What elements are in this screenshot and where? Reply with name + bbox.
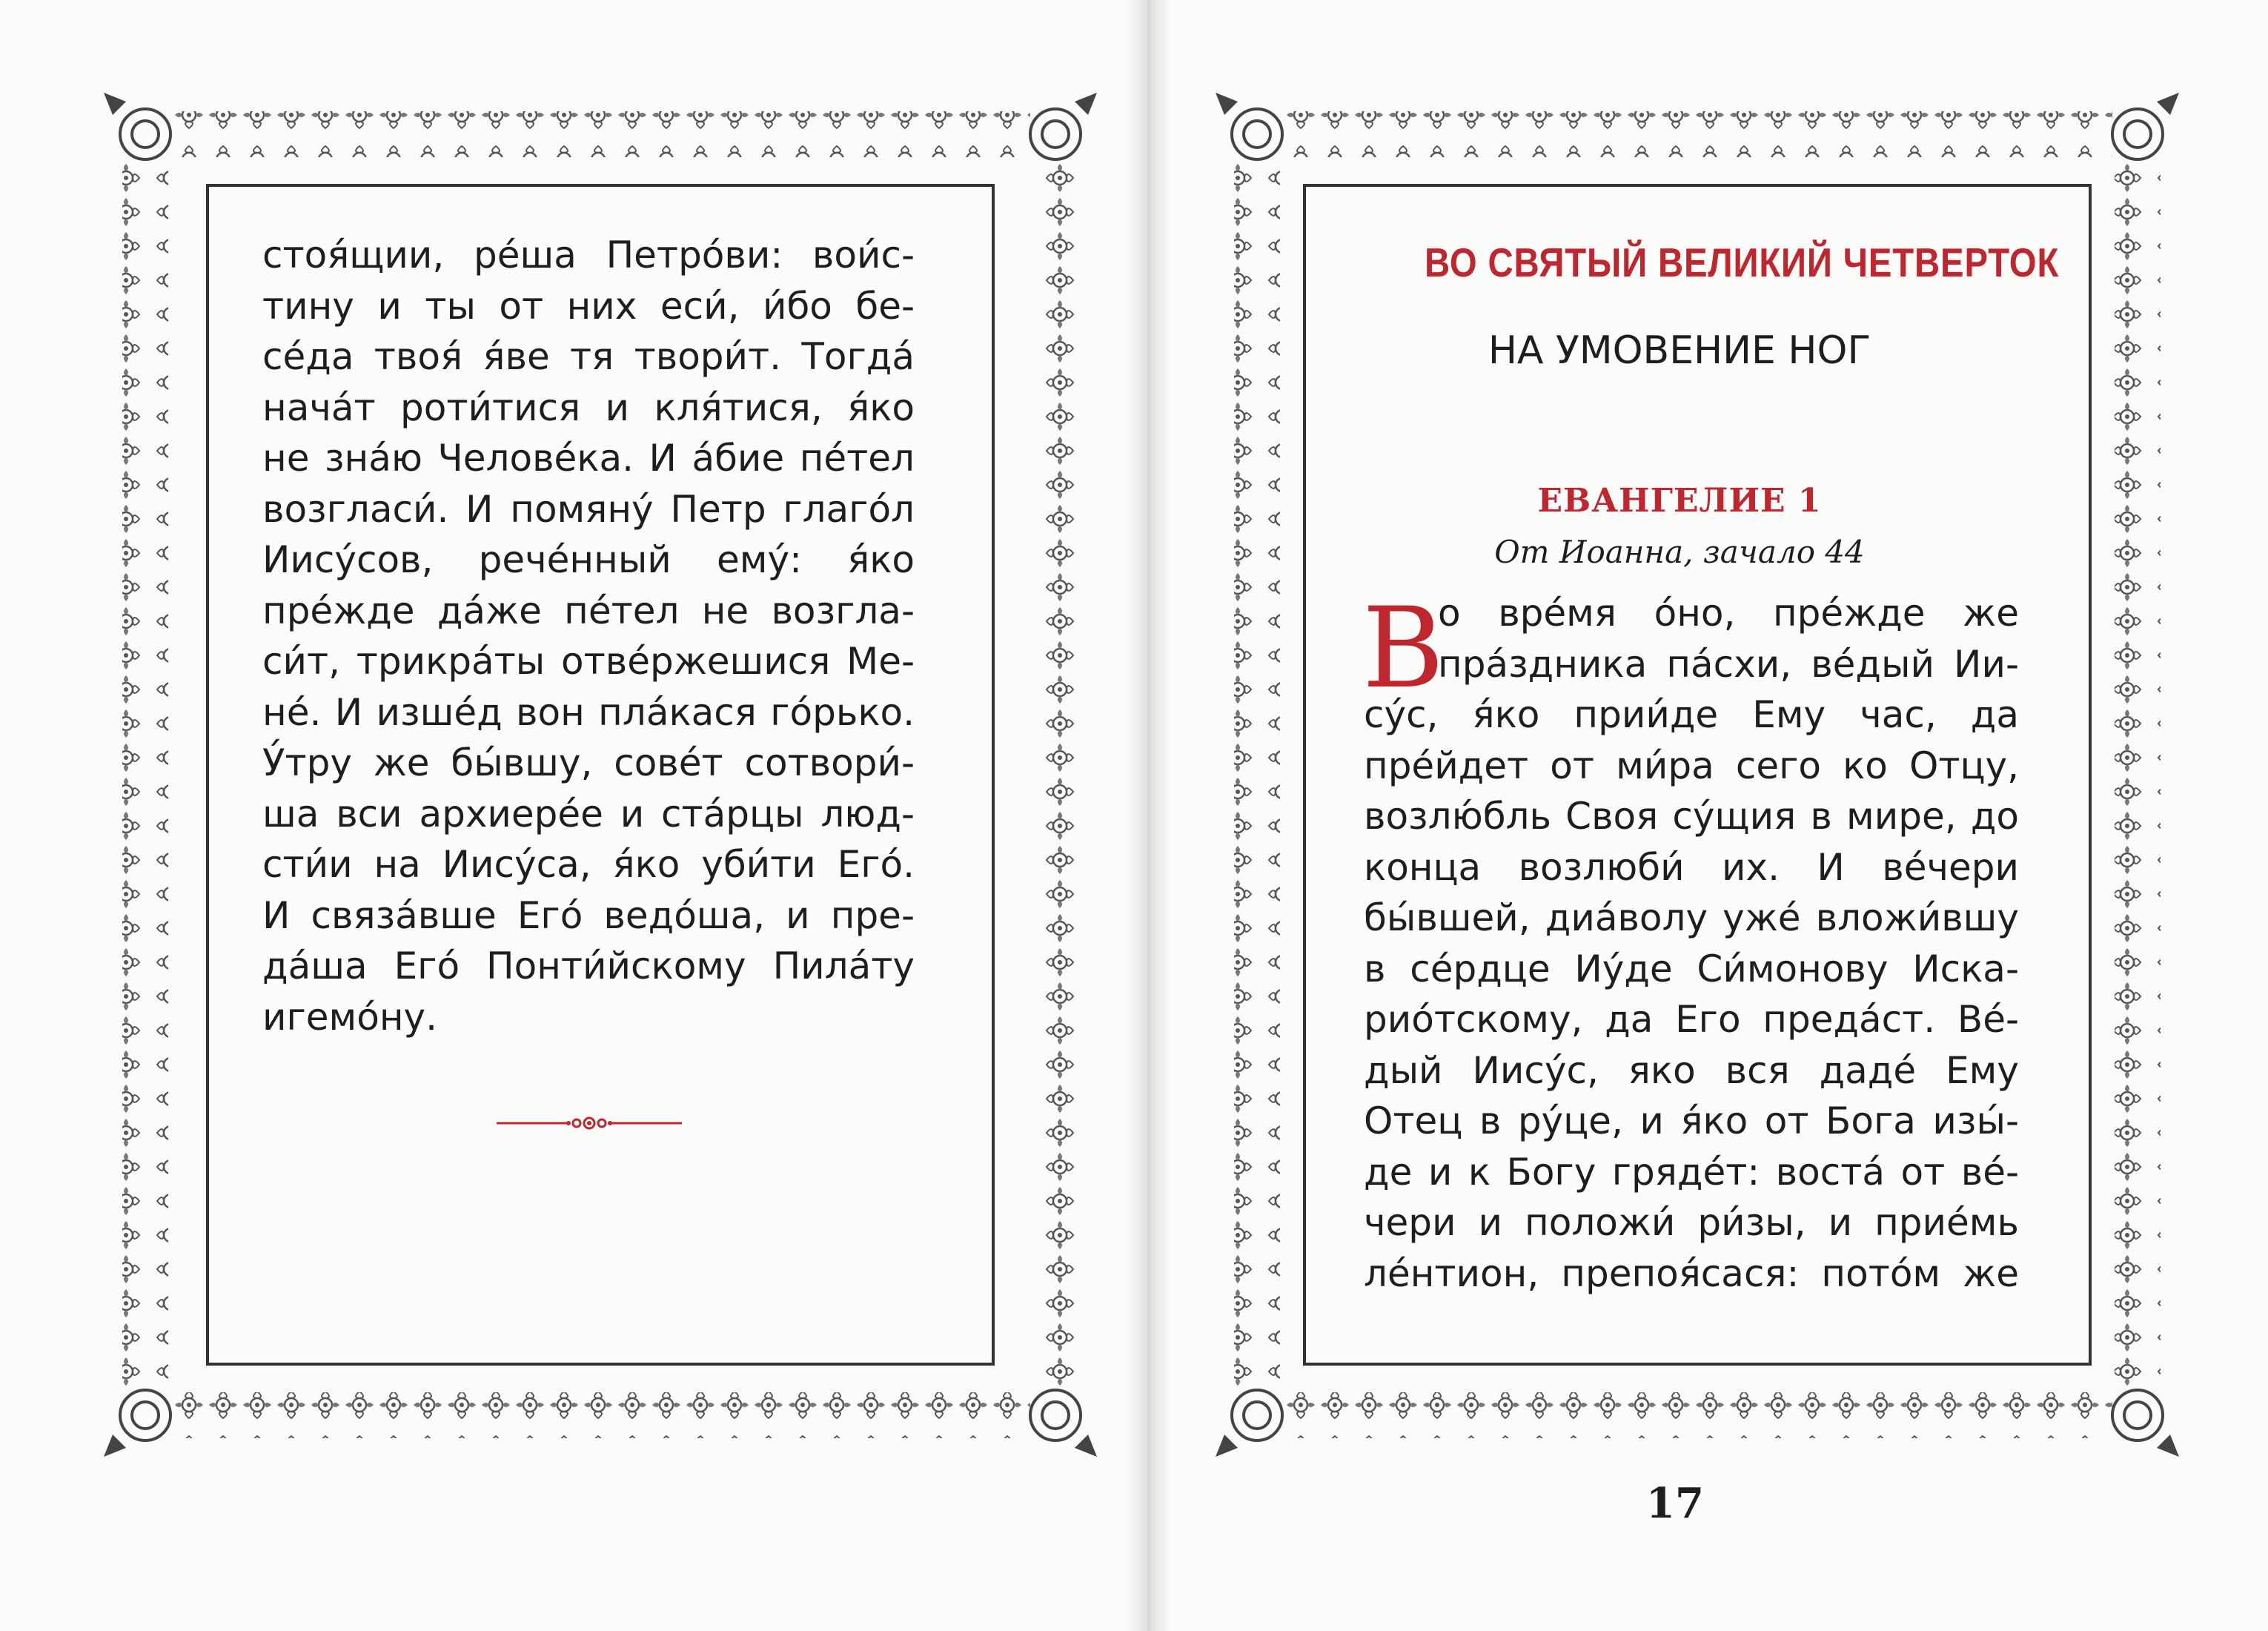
page-number: 17: [1646, 1479, 1704, 1528]
text-line: возгласи́. И помяну́ Петр глаго́л: [262, 487, 915, 531]
text-line: ша вси архиере́е и ста́рцы люд-: [262, 792, 915, 836]
text-line: нача́т роти́тися и кля́тися, я́ко: [262, 386, 915, 429]
text-line: дый Иису́с, яко вся даде́ Ему: [1364, 1048, 2019, 1092]
red-divider-ornament: [497, 1108, 682, 1138]
text-line: И связа́вше Его́ ведо́ша, и пре-: [262, 893, 915, 937]
text-line: сти́и на Иису́са, я́ко уби́ти Его́.: [262, 843, 915, 886]
text-line: пре́жде да́же пе́тел не возгла-: [262, 589, 915, 632]
text-line: де и к Богу гряде́т: воста́ от ве́-: [1364, 1150, 2019, 1194]
left-page-text: [262, 230, 915, 1042]
text-line: конца возлюби́ их. И ве́чери: [1364, 845, 2019, 889]
text-line: бы́вшей, диа́волу уже́ вложи́вшу: [1364, 896, 2019, 939]
text-line: пра́здника па́схи, ве́дый Ии-: [1438, 642, 2019, 686]
text-line: У́тру же бы́вшу, сове́т сотвори́-: [262, 741, 915, 784]
section-subtitle: НА УМОВЕНИЕ НОГ: [1488, 328, 1871, 373]
text-line: не зна́ю Челове́ка. И а́бие пе́тел: [262, 437, 915, 480]
text-line: рио́тскому, да Его преда́ст. Ве́-: [1364, 998, 2019, 1041]
text-line: Иису́сов, рече́нный ему́: я́ко: [262, 538, 915, 581]
text-line: си́т, трикра́ты отве́ржешися Ме-: [262, 640, 915, 683]
text-line: возлю́бль Своя су́щия в мире, до: [1364, 795, 2019, 838]
text-line: тину и ты от них еси́, и́бо бе-: [262, 284, 915, 328]
right-page-text-indented: [1438, 588, 2019, 689]
text-line: стоя́щии, ре́ша Петро́ви: вои́с-: [262, 234, 915, 277]
text-line: су́с, я́ко прии́де Ему час, да: [1364, 693, 2019, 736]
drop-cap: В: [1362, 584, 1445, 713]
right-page-text: [1364, 689, 2019, 1299]
text-line: пре́йдет от ми́ра сего ко Отцу,: [1364, 744, 2019, 787]
text-line: Отец в ру́це, и я́ко от Бога изы́-: [1364, 1099, 2019, 1142]
text-line: в се́рдце Иу́де Си́монову Иска-: [1364, 947, 2019, 990]
text-line: игемо́ну.: [262, 995, 438, 1039]
text-line: не́. И изше́д вон пла́кася го́рько.: [262, 690, 915, 734]
gospel-heading: ЕВАНГЕЛИЕ 1: [1537, 482, 1822, 520]
text-line: да́ша Его́ Понти́йскому Пила́ту: [262, 944, 915, 987]
gospel-source: От Иоанна, зачало 44: [1494, 534, 1865, 570]
text-line: о вре́мя о́но, пре́жде же: [1438, 592, 2019, 635]
book-gutter: [1127, 0, 1171, 1631]
text-line: се́да твоя́ я́ве тя твори́т. Тогда́: [262, 335, 915, 378]
feast-title: ВО СВЯТЫЙ ВЕЛИКИЙ ЧЕТВЕРТОК: [1425, 239, 2060, 285]
text-line: чери и положи́ ри́зы, и прие́мь: [1364, 1201, 2019, 1244]
text-line: ле́нтион, препоя́сася: пото́м же: [1364, 1251, 2019, 1295]
